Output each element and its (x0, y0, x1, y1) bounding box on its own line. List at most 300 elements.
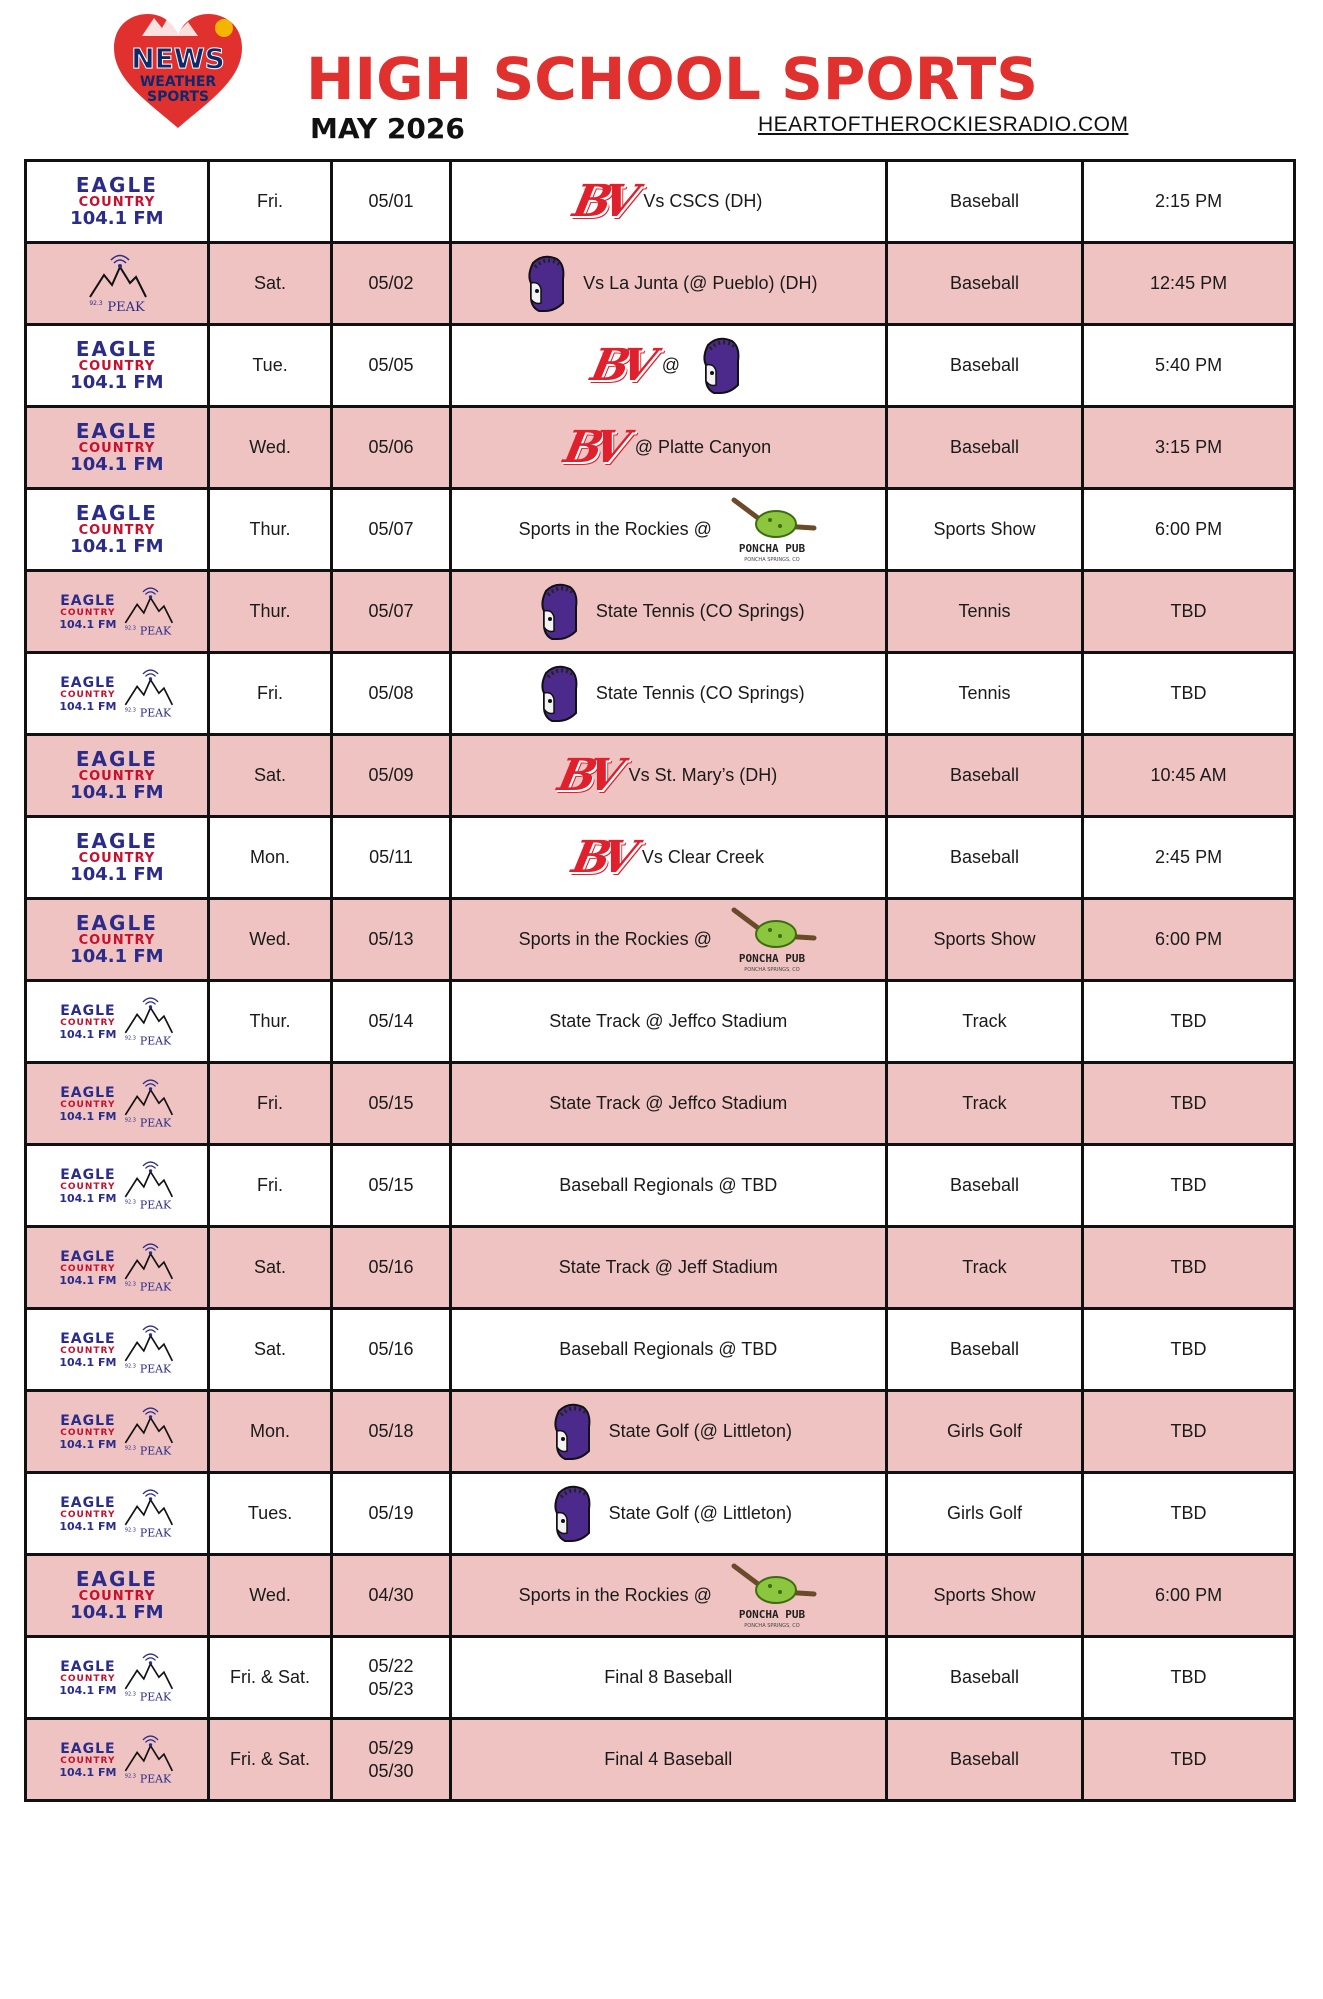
event-content (452, 244, 885, 323)
eagle-logo-text: COUNTRY (60, 1427, 116, 1438)
spartan-helmet-logo (694, 335, 744, 397)
date-cell: 05/08 (332, 653, 450, 735)
eagle-logo-text: 104.1 FM (59, 1765, 117, 1779)
month-label: MAY 2026 (310, 112, 465, 145)
sport-cell: Sports Show (886, 899, 1082, 981)
event-content (452, 736, 885, 815)
eagle-logo-text: COUNTRY (60, 1509, 116, 1520)
station-cell (26, 407, 209, 489)
sport-cell: Baseball (886, 161, 1082, 243)
day-cell: Wed. (208, 407, 332, 489)
time-cell: TBD (1083, 1473, 1295, 1555)
station-cell (26, 653, 209, 735)
event-cell (450, 1227, 886, 1309)
peak-logo-text: PEAK (140, 1444, 172, 1458)
peak-logo-frequency: 92.3 (125, 625, 137, 632)
peak-logo-frequency: 92.3 (125, 1117, 137, 1124)
svg-text:PONCHA PUB: PONCHA PUB (738, 951, 806, 965)
day-cell: Fri. (208, 653, 332, 735)
eagle-logo-text: EAGLE (60, 1166, 116, 1183)
time-cell: 2:45 PM (1083, 817, 1295, 899)
eagle-logo-text: EAGLE (75, 419, 158, 443)
day-cell: Sat. (208, 735, 332, 817)
eagle-logo-text: 104.1 FM (70, 208, 164, 229)
day-cell: Fri. (208, 1063, 332, 1145)
schedule-body (26, 161, 1295, 1801)
date-cell: 05/01 (332, 161, 450, 243)
event-cell (450, 1637, 886, 1719)
date-cell: 05/07 (332, 571, 450, 653)
event-text: Final 8 Baseball (604, 1667, 733, 1687)
eagle-country-logo (59, 1660, 116, 1696)
day-cell: Mon. (208, 1391, 332, 1473)
event-cell (450, 407, 886, 489)
eagle-logo-text: 104.1 FM (70, 1602, 164, 1623)
day-cell: Fri. & Sat. (208, 1637, 332, 1719)
date-cell: 04/30 (332, 1555, 450, 1637)
eagle-logo-text: 104.1 FM (59, 1109, 117, 1123)
station-logos (27, 572, 207, 651)
station-logos (27, 654, 207, 733)
eagle-logo-text: 104.1 FM (59, 1355, 117, 1369)
schedule-row (26, 1309, 1295, 1391)
the-peak-logo (86, 253, 148, 315)
time-cell: TBD (1083, 1145, 1295, 1227)
event-content (452, 1556, 885, 1635)
station-logos (27, 818, 207, 897)
buena-vista-bv-logo: BV (560, 421, 627, 473)
eagle-country-logo (59, 1168, 116, 1204)
the-peak-logo (122, 1734, 174, 1786)
schedule-row (26, 1473, 1295, 1555)
eagle-logo-text: EAGLE (75, 829, 158, 853)
the-peak-logo (122, 996, 174, 1048)
eagle-logo-text: EAGLE (75, 747, 158, 771)
date-cell: 05/09 (332, 735, 450, 817)
station-cell (26, 735, 209, 817)
event-cell (450, 243, 886, 325)
eagle-country-logo (59, 1414, 116, 1450)
event-text: Vs CSCS (DH) (643, 191, 763, 211)
poncha-pub-pickle-logo (726, 904, 818, 976)
peak-logo-text: PEAK (140, 706, 172, 720)
peak-logo-frequency: 92.3 (125, 1281, 137, 1288)
eagle-logo-text: EAGLE (75, 1567, 158, 1591)
the-peak-logo (122, 586, 174, 638)
eagle-logo-text: EAGLE (60, 1002, 116, 1019)
sport-cell: Track (886, 1227, 1082, 1309)
station-logos (27, 1720, 207, 1799)
event-content (452, 1146, 885, 1225)
event-cell (450, 1473, 886, 1555)
eagle-logo-text: COUNTRY (60, 1263, 116, 1274)
eagle-logo-text: COUNTRY (60, 1099, 116, 1110)
station-cell (26, 571, 209, 653)
event-content (452, 1228, 885, 1307)
eagle-country-logo (70, 421, 163, 474)
day-cell: Sat. (208, 1227, 332, 1309)
station-logos (27, 1228, 207, 1307)
eagle-logo-text: EAGLE (60, 1084, 116, 1101)
time-cell: TBD (1083, 1391, 1295, 1473)
station-cell (26, 243, 209, 325)
logo-text-weather: WEATHER (139, 74, 217, 90)
sport-cell: Baseball (886, 243, 1082, 325)
spartan-helmet-logo (532, 581, 582, 643)
day-cell: Wed. (208, 899, 332, 981)
event-content (452, 162, 885, 241)
event-cell (450, 981, 886, 1063)
eagle-logo-text: COUNTRY (78, 359, 156, 374)
eagle-logo-text: 104.1 FM (59, 1191, 117, 1205)
event-text: State Tennis (CO Springs) (595, 601, 805, 621)
eagle-logo-text: COUNTRY (60, 1345, 116, 1356)
the-peak-logo (122, 1242, 174, 1294)
event-content (452, 900, 885, 979)
spartan-helmet-logo (519, 253, 569, 315)
station-logos (27, 736, 207, 815)
eagle-logo-text: EAGLE (60, 1248, 116, 1265)
peak-logo-frequency: 92.3 (125, 1527, 137, 1534)
date-line: 05/30 (368, 1760, 414, 1781)
time-cell: TBD (1083, 1719, 1295, 1801)
event-text: Final 4 Baseball (604, 1749, 733, 1769)
event-content (452, 1064, 885, 1143)
station-logos (27, 162, 207, 241)
event-cell (450, 1145, 886, 1227)
eagle-country-logo (70, 339, 163, 392)
event-text: Vs St. Mary’s (DH) (628, 765, 778, 785)
event-cell (450, 1309, 886, 1391)
station-cell (26, 1145, 209, 1227)
eagle-logo-text: COUNTRY (78, 851, 156, 866)
event-cell (450, 325, 886, 407)
schedule-row (26, 1719, 1295, 1801)
date-cell: 05/16 (332, 1227, 450, 1309)
station-cell (26, 489, 209, 571)
svg-text:PONCHA PUB: PONCHA PUB (738, 541, 806, 555)
day-cell: Sat. (208, 243, 332, 325)
time-cell: TBD (1083, 653, 1295, 735)
date-cell: 05/07 (332, 489, 450, 571)
buena-vista-bv-logo: BV (568, 175, 635, 227)
station-logos (27, 326, 207, 405)
eagle-logo-text: COUNTRY (78, 441, 156, 456)
date-cell (332, 1637, 450, 1719)
event-content (452, 572, 885, 651)
day-cell: Wed. (208, 1555, 332, 1637)
peak-logo-frequency: 92.3 (125, 1363, 137, 1370)
station-logos (27, 1064, 207, 1143)
eagle-country-logo (70, 831, 163, 884)
event-text: State Track @ Jeff Stadium (558, 1257, 778, 1277)
eagle-logo-text: COUNTRY (60, 1017, 116, 1028)
sport-cell: Tennis (886, 571, 1082, 653)
station-cell (26, 981, 209, 1063)
eagle-country-logo (70, 1569, 163, 1622)
station-logos (27, 1556, 207, 1635)
peak-logo-frequency: 92.3 (125, 1035, 137, 1042)
schedule-row (26, 1145, 1295, 1227)
eagle-country-logo (59, 1742, 116, 1778)
spartan-helmet-logo (545, 1401, 595, 1463)
date-cell: 05/15 (332, 1063, 450, 1145)
eagle-logo-text: 104.1 FM (70, 372, 164, 393)
day-cell: Fri. & Sat. (208, 1719, 332, 1801)
event-cell (450, 1719, 886, 1801)
time-cell: 12:45 PM (1083, 243, 1295, 325)
time-cell: 6:00 PM (1083, 489, 1295, 571)
eagle-logo-text: COUNTRY (78, 1589, 156, 1604)
event-cell (450, 1063, 886, 1145)
event-text: @ (661, 355, 681, 375)
time-cell: TBD (1083, 1309, 1295, 1391)
peak-logo-text: PEAK (140, 624, 172, 638)
sport-cell: Baseball (886, 407, 1082, 489)
eagle-logo-text: EAGLE (75, 337, 158, 361)
station-cell (26, 1391, 209, 1473)
peak-logo-frequency: 92.3 (125, 1445, 137, 1452)
eagle-logo-text: EAGLE (60, 1494, 116, 1511)
sport-cell: Baseball (886, 1145, 1082, 1227)
schedule-row (26, 407, 1295, 489)
event-cell (450, 817, 886, 899)
station-cell (26, 899, 209, 981)
date-line: 05/29 (368, 1737, 414, 1758)
eagle-logo-text: EAGLE (60, 1412, 116, 1429)
eagle-logo-text: COUNTRY (60, 1755, 116, 1766)
event-content (452, 1392, 885, 1471)
eagle-country-logo (70, 503, 163, 556)
eagle-logo-text: 104.1 FM (70, 536, 164, 557)
day-cell: Fri. (208, 161, 332, 243)
date-cell: 05/06 (332, 407, 450, 489)
date-cell: 05/19 (332, 1473, 450, 1555)
station-cell (26, 1063, 209, 1145)
station-cell (26, 1719, 209, 1801)
day-cell: Fri. (208, 1145, 332, 1227)
date-line: 05/23 (368, 1678, 414, 1699)
event-content (452, 1720, 885, 1799)
peak-logo-text: PEAK (140, 1690, 172, 1704)
station-cell (26, 1227, 209, 1309)
date-cell: 05/15 (332, 1145, 450, 1227)
event-text: Sports in the Rockies @ (518, 1585, 712, 1605)
eagle-logo-text: 104.1 FM (59, 699, 117, 713)
event-text: Baseball Regionals @ TBD (559, 1175, 778, 1195)
time-cell: 6:00 PM (1083, 1555, 1295, 1637)
station-logos (27, 1146, 207, 1225)
station-logos (27, 1638, 207, 1717)
event-text: Baseball Regionals @ TBD (559, 1339, 778, 1359)
sport-cell: Track (886, 981, 1082, 1063)
eagle-country-logo (70, 175, 163, 228)
event-text: State Track @ Jeffco Stadium (549, 1011, 788, 1031)
peak-logo-text: PEAK (140, 1362, 172, 1376)
event-cell (450, 653, 886, 735)
eagle-country-logo (59, 1004, 116, 1040)
time-cell: 5:40 PM (1083, 325, 1295, 407)
sport-cell: Baseball (886, 1637, 1082, 1719)
station-logos (27, 408, 207, 487)
event-cell (450, 735, 886, 817)
eagle-country-logo (59, 594, 116, 630)
event-text: Vs La Junta (@ Pueblo) (DH) (583, 273, 818, 293)
logo-text-news: NEWS (131, 42, 225, 75)
eagle-logo-text: EAGLE (75, 173, 158, 197)
website-link[interactable]: HEARTOFTHEROCKIESRADIO.COM (758, 113, 1129, 136)
event-content (452, 1474, 885, 1553)
eagle-logo-text: COUNTRY (60, 689, 116, 700)
the-peak-logo (122, 1078, 174, 1130)
peak-logo-frequency: 92.3 (125, 1691, 137, 1698)
day-cell: Thur. (208, 571, 332, 653)
time-cell: 6:00 PM (1083, 899, 1295, 981)
event-content (452, 654, 885, 733)
peak-logo-frequency: 92.3 (125, 1199, 137, 1206)
station-logos (27, 244, 207, 323)
sport-cell: Sports Show (886, 1555, 1082, 1637)
event-cell (450, 1391, 886, 1473)
peak-logo-text: PEAK (140, 1772, 172, 1786)
eagle-logo-text: COUNTRY (78, 933, 156, 948)
event-text: @ Platte Canyon (634, 437, 772, 457)
station-cell (26, 1473, 209, 1555)
station-logos (27, 490, 207, 569)
eagle-country-logo (59, 1086, 116, 1122)
eagle-country-logo (59, 676, 116, 712)
event-content (452, 490, 885, 569)
station-cell (26, 1637, 209, 1719)
svg-text:PONCHA SPRINGS, CO: PONCHA SPRINGS, CO (744, 1622, 800, 1629)
logo-text-sports: SPORTS (146, 89, 210, 105)
spartan-helmet-logo (545, 1483, 595, 1545)
eagle-logo-text: COUNTRY (60, 1673, 116, 1684)
day-cell: Sat. (208, 1309, 332, 1391)
svg-text:PONCHA PUB: PONCHA PUB (738, 1607, 806, 1621)
schedule-row (26, 899, 1295, 981)
eagle-logo-text: 104.1 FM (59, 617, 117, 631)
eagle-logo-text: 104.1 FM (59, 1027, 117, 1041)
the-peak-logo (122, 1406, 174, 1458)
event-content (452, 1310, 885, 1389)
sport-cell: Baseball (886, 735, 1082, 817)
schedule-row (26, 981, 1295, 1063)
the-peak-logo (122, 1324, 174, 1376)
time-cell: TBD (1083, 1637, 1295, 1719)
time-cell: 10:45 AM (1083, 735, 1295, 817)
the-peak-logo (122, 1652, 174, 1704)
eagle-logo-text: EAGLE (60, 1658, 116, 1675)
event-cell (450, 161, 886, 243)
eagle-country-logo (59, 1250, 116, 1286)
eagle-logo-text: COUNTRY (60, 1181, 116, 1192)
schedule-row (26, 1063, 1295, 1145)
poncha-pub-pickle-logo (726, 494, 818, 566)
eagle-logo-text: EAGLE (60, 1330, 116, 1347)
event-content (452, 326, 885, 405)
schedule-row (26, 735, 1295, 817)
sport-cell: Girls Golf (886, 1391, 1082, 1473)
schedule-row (26, 1227, 1295, 1309)
schedule-row (26, 653, 1295, 735)
event-content (452, 818, 885, 897)
the-peak-logo (122, 1160, 174, 1212)
schedule-row (26, 243, 1295, 325)
peak-logo-text: PEAK (140, 1116, 172, 1130)
date-cell: 05/13 (332, 899, 450, 981)
time-cell: TBD (1083, 1063, 1295, 1145)
station-cell (26, 325, 209, 407)
sport-cell: Baseball (886, 1719, 1082, 1801)
peak-logo-text: PEAK (140, 1198, 172, 1212)
sport-cell: Track (886, 1063, 1082, 1145)
eagle-country-logo (70, 913, 163, 966)
eagle-country-logo (59, 1332, 116, 1368)
day-cell: Tues. (208, 1473, 332, 1555)
event-content (452, 408, 885, 487)
station-cell (26, 1555, 209, 1637)
peak-logo-frequency: 92.3 (89, 299, 103, 307)
schedule-row (26, 1555, 1295, 1637)
event-cell (450, 489, 886, 571)
event-text: State Golf (@ Littleton) (608, 1421, 792, 1441)
sport-cell: Baseball (886, 1309, 1082, 1391)
station-logos (27, 982, 207, 1061)
time-cell: 2:15 PM (1083, 161, 1295, 243)
time-cell: TBD (1083, 571, 1295, 653)
sport-cell: Baseball (886, 817, 1082, 899)
station-logos (27, 1392, 207, 1471)
eagle-logo-text: COUNTRY (78, 523, 156, 538)
peak-logo-text: PEAK (107, 299, 145, 315)
eagle-country-logo (59, 1496, 116, 1532)
sport-cell: Girls Golf (886, 1473, 1082, 1555)
station-logos (27, 1474, 207, 1553)
station-cell (26, 817, 209, 899)
event-text: State Golf (@ Littleton) (608, 1503, 792, 1523)
eagle-logo-text: EAGLE (75, 501, 158, 525)
event-cell (450, 1555, 886, 1637)
page-title: HIGH SCHOOL SPORTS (306, 45, 1039, 113)
station-logos (27, 1310, 207, 1389)
news-weather-sports-logo (108, 6, 248, 132)
buena-vista-bv-logo: BV (553, 749, 621, 801)
peak-logo-text: PEAK (140, 1034, 172, 1048)
event-cell (450, 571, 886, 653)
schedule-row (26, 1637, 1295, 1719)
spartan-helmet-logo (532, 663, 582, 725)
svg-text:PONCHA SPRINGS, CO: PONCHA SPRINGS, CO (744, 966, 800, 973)
day-cell: Thur. (208, 981, 332, 1063)
event-text: Sports in the Rockies @ (518, 519, 712, 539)
event-text: Vs Clear Creek (641, 847, 764, 867)
eagle-logo-text: COUNTRY (78, 195, 156, 210)
date-cell: 05/02 (332, 243, 450, 325)
time-cell: 3:15 PM (1083, 407, 1295, 489)
eagle-logo-text: EAGLE (60, 592, 116, 609)
eagle-country-logo (70, 749, 163, 802)
sport-cell: Sports Show (886, 489, 1082, 571)
schedule-row (26, 489, 1295, 571)
peak-logo-frequency: 92.3 (125, 707, 137, 714)
station-cell (26, 1309, 209, 1391)
eagle-logo-text: 104.1 FM (70, 864, 164, 885)
eagle-logo-text: 104.1 FM (70, 454, 164, 475)
schedule-row (26, 1391, 1295, 1473)
peak-logo-frequency: 92.3 (125, 1773, 137, 1780)
peak-logo-text: PEAK (140, 1526, 172, 1540)
